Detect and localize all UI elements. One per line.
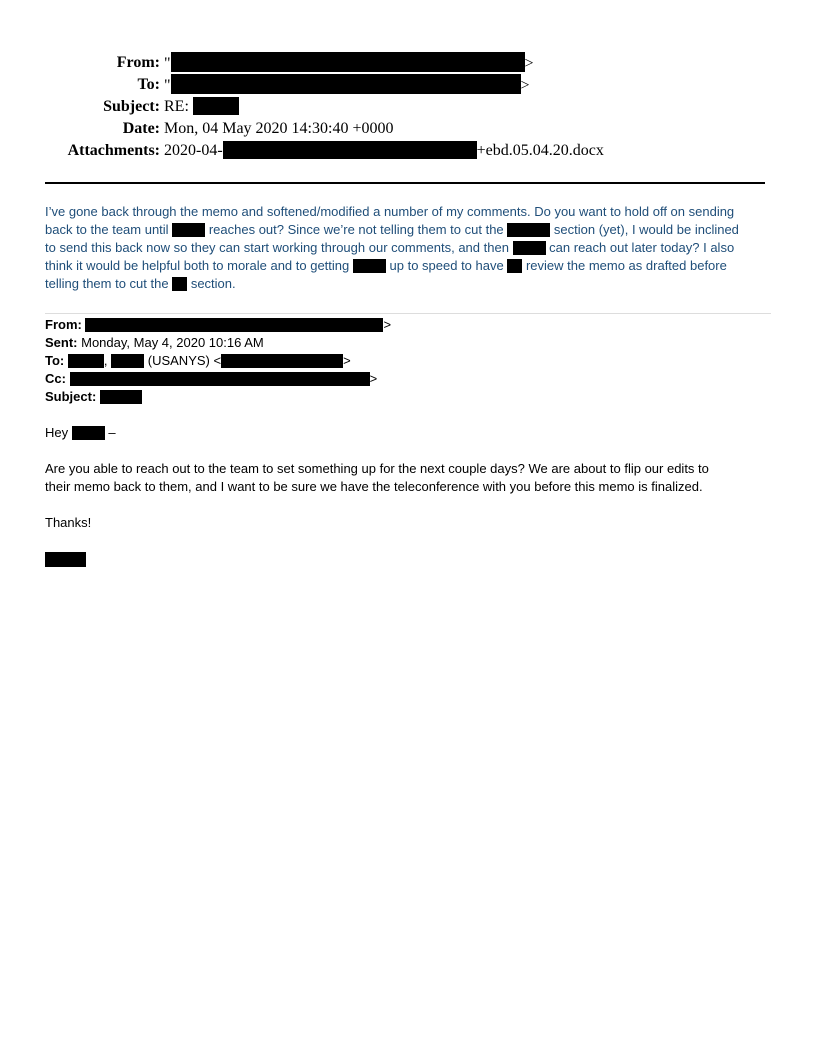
redaction xyxy=(353,259,386,273)
reply-text: reaches out? Since we’re not telling them to cut the xyxy=(208,222,504,237)
fwd-sent-value: Monday, May 4, 2020 10:16 AM xyxy=(81,335,264,350)
redaction xyxy=(172,223,205,237)
redaction xyxy=(85,318,383,332)
fwd-to-row xyxy=(45,352,391,370)
redaction xyxy=(72,426,105,440)
date-label: Date: xyxy=(122,120,160,137)
signoff xyxy=(45,514,775,532)
reply-text: can reach out later today? I also xyxy=(549,240,735,255)
reply-paragraph xyxy=(45,203,775,293)
email-header xyxy=(0,52,816,162)
fwd-from-bracket: > xyxy=(383,317,392,332)
greeting-line xyxy=(45,424,775,442)
reply-text: to send this back now so they can start working through our comments, and then xyxy=(45,240,509,255)
fwd-from-label: From: xyxy=(45,317,82,332)
greeting-text: Hey xyxy=(45,425,69,440)
redaction xyxy=(111,354,144,368)
reply-text: back to the team until xyxy=(45,222,169,237)
message-text: their memo back to them, and I want to be sure we have the teleconference with you before this memo is finalized. xyxy=(45,479,703,494)
from-value xyxy=(164,52,534,75)
redaction xyxy=(507,259,522,273)
from-bracket: > xyxy=(524,55,534,72)
to-bracket: > xyxy=(520,77,530,94)
reply-text: telling them to cut the xyxy=(45,276,169,291)
redaction xyxy=(223,141,477,159)
date-value: Mon, 04 May 2020 14:30:40 +0000 xyxy=(164,120,394,137)
fwd-cc-label: Cc: xyxy=(45,371,66,386)
signature xyxy=(45,552,775,572)
reply-text: section (yet), I would be inclined xyxy=(553,222,739,237)
header-divider xyxy=(45,182,765,184)
to-value xyxy=(164,74,530,97)
reply-text: think it would be helpful both to morale and to getting xyxy=(45,258,350,273)
message-line xyxy=(45,460,775,478)
reply-line xyxy=(45,203,775,221)
subject-prefix: RE: xyxy=(164,98,189,115)
thanks-line xyxy=(45,514,775,532)
fwd-from-row xyxy=(45,316,391,334)
redaction xyxy=(68,354,104,368)
thanks-text: Thanks! xyxy=(45,515,92,530)
greeting-dash: – xyxy=(108,425,116,440)
redaction xyxy=(507,223,550,237)
fwd-to-comma: , xyxy=(103,353,108,368)
reply-line xyxy=(45,257,775,275)
attachments-label: Attachments: xyxy=(67,142,160,159)
fwd-cc-bracket: > xyxy=(369,371,378,386)
redaction xyxy=(45,552,86,567)
message-line xyxy=(45,478,775,496)
fwd-cc-row xyxy=(45,370,391,388)
subject-label: Subject: xyxy=(103,98,160,115)
reply-text: review the memo as drafted before xyxy=(525,258,727,273)
reply-line xyxy=(45,239,775,257)
header-to-row xyxy=(0,74,816,96)
attachment-name-start: 2020-04- xyxy=(164,142,223,159)
header-attachments-row xyxy=(0,140,816,162)
header-date-row xyxy=(0,118,816,140)
header-subject-row xyxy=(0,96,816,118)
fwd-subject-label: Subject: xyxy=(45,389,97,404)
redaction xyxy=(172,277,187,291)
fwd-to-label: To: xyxy=(45,353,65,368)
attachment-name-end: +ebd.05.04.20.docx xyxy=(476,142,604,159)
fwd-sent-label: Sent: xyxy=(45,335,78,350)
header-from-row xyxy=(0,52,816,74)
reply-line xyxy=(45,221,775,239)
reply-text: up to speed to have xyxy=(389,258,504,273)
subject-value xyxy=(164,96,239,118)
redaction xyxy=(171,74,521,94)
fwd-sent-row xyxy=(45,334,391,352)
redaction xyxy=(513,241,546,255)
message-paragraph xyxy=(45,460,775,496)
fwd-subject-row xyxy=(45,388,391,406)
from-label: From: xyxy=(116,54,160,71)
forward-separator xyxy=(45,313,771,314)
to-label: To: xyxy=(137,76,160,93)
reply-text: I’ve gone back through the memo and softened/modified a number of my comments. Do you want to hold off on sending xyxy=(45,204,735,219)
reply-line xyxy=(45,275,775,293)
redaction xyxy=(100,390,142,404)
attachments-value[interactable] xyxy=(164,140,604,162)
to-quote: " xyxy=(164,77,171,94)
redaction xyxy=(221,354,343,368)
fwd-to-text: (USANYS) < xyxy=(147,353,222,368)
reply-text: section. xyxy=(190,276,236,291)
redaction xyxy=(171,52,525,72)
message-text: Are you able to reach out to the team to set something up for the next couple days? We are about to flip our edits to xyxy=(45,461,709,476)
greeting xyxy=(45,424,775,442)
forwarded-header xyxy=(45,316,391,406)
from-quote: " xyxy=(164,55,171,72)
redaction xyxy=(70,372,370,386)
fwd-to-bracket: > xyxy=(343,353,351,368)
redaction xyxy=(193,97,239,115)
